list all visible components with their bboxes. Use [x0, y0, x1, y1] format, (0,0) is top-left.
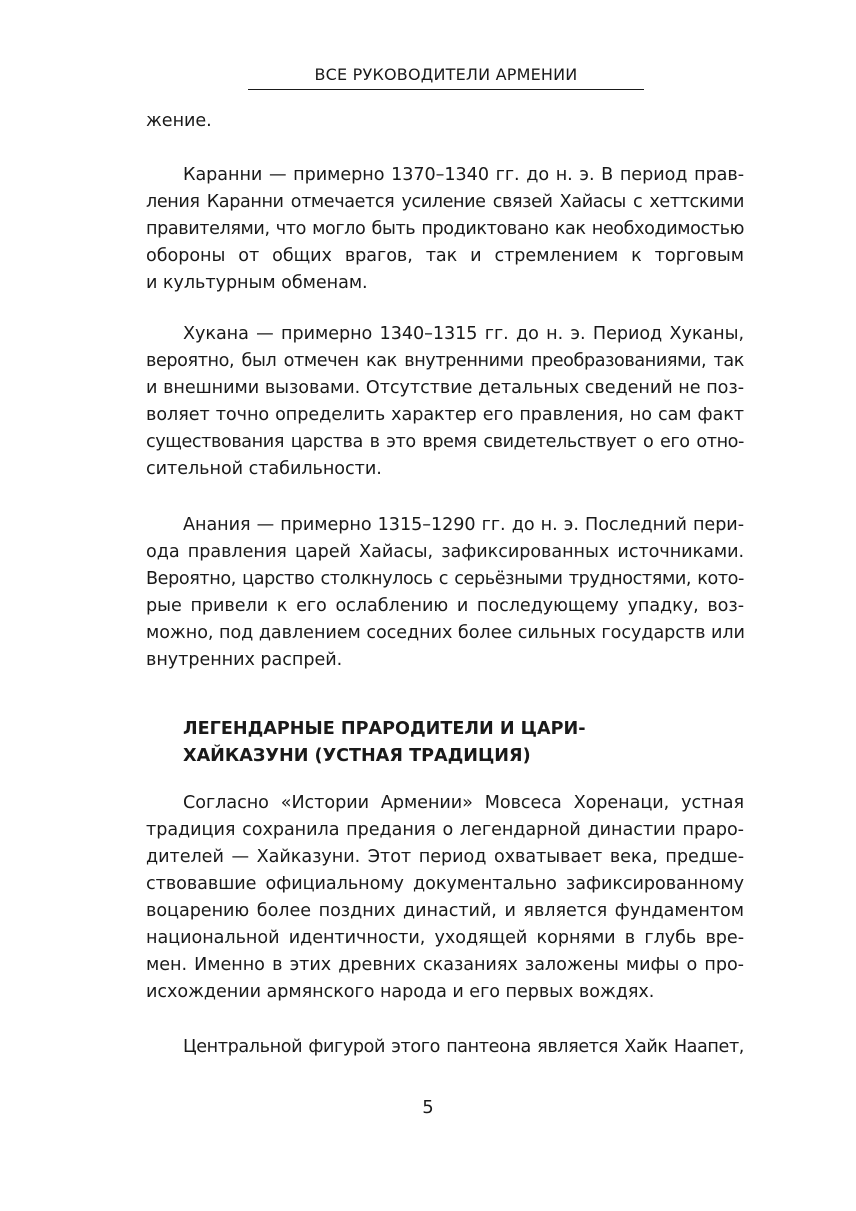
text-line: ода правления царей Хайасы, зафиксированных источниками. [146, 542, 744, 562]
text-line: и внешними вызовами. Отсутствие детальных сведений не поз- [146, 378, 744, 398]
text-line: рые привели к его ослаблению и последующему упадку, воз- [146, 596, 744, 616]
text-line: и культурным обменам. [146, 273, 368, 293]
section-heading [183, 716, 703, 770]
text-line: ствовавшие официальному документально зафиксированному [146, 874, 744, 894]
text-line: ления Каранни отмечается усиление связей Хайасы с хеттскими [146, 192, 744, 212]
heading-line: ХАЙКАЗУНИ (УСТНАЯ ТРАДИЦИЯ) [183, 746, 531, 766]
text-line: жение. [146, 111, 212, 131]
text-line: существования царства в это время свидетельствует о его отно- [146, 432, 744, 452]
text-line: Центральной фигурой этого пантеона является Хайк Наапет, [183, 1037, 744, 1057]
text-line: исхождении армянского народа и его первых вождях. [146, 982, 655, 1002]
running-header-title: ВСЕ РУКОВОДИТЕЛИ АРМЕНИИ [314, 65, 578, 84]
paragraph-continuation [146, 108, 744, 135]
text-line: сительной стабильности. [146, 459, 382, 479]
paragraph-hayk [146, 1034, 744, 1061]
text-line: можно, под давлением соседних более сильных государств или [146, 623, 745, 643]
text-line: Каранни — примерно 1370–1340 гг. до н. э. В период прав- [183, 165, 744, 185]
text-line: Хукана — примерно 1340–1315 гг. до н. э. Период Хуканы, [183, 324, 744, 344]
text-line: воляет точно определить характер его правления, но сам факт [146, 405, 744, 425]
text-line: Согласно «Истории Армении» Мовсеса Хоренаци, устная [183, 793, 744, 813]
page-number: 5 [422, 1097, 434, 1118]
text-line: Анания — примерно 1315–1290 гг. до н. э. Последний пери- [183, 515, 744, 535]
text-line: дителей — Хайказуни. Этот период охватывает века, предше- [146, 847, 744, 867]
heading-line: ЛЕГЕНДАРНЫЕ ПРАРОДИТЕЛИ И ЦАРИ- [183, 719, 586, 739]
text-line: обороны от общих врагов, так и стремлением к торговым [146, 246, 744, 266]
running-header [248, 64, 644, 90]
paragraph-karanni [146, 162, 744, 297]
text-line: внутренних распрей. [146, 650, 343, 670]
paragraph-anania [146, 512, 744, 674]
text-line: Вероятно, царство столкнулось с серьёзными трудностями, кото- [146, 569, 744, 589]
paragraph-hukana [146, 321, 744, 483]
text-line: правителями, что могло быть продиктовано как необходимостью [146, 219, 744, 239]
text-line: традиция сохранила предания о легендарной династии праро- [146, 820, 744, 840]
text-line: воцарению более поздних династий, и является фундаментом [146, 901, 744, 921]
paragraph-khorenatsi [146, 790, 744, 1006]
text-line: национальной идентичности, уходящей корнями в глубь вре- [146, 928, 744, 948]
text-line: вероятно, был отмечен как внутренними преобразованиями, так [146, 351, 744, 371]
text-line: мен. Именно в этих древних сказаниях заложены мифы о про- [146, 955, 744, 975]
